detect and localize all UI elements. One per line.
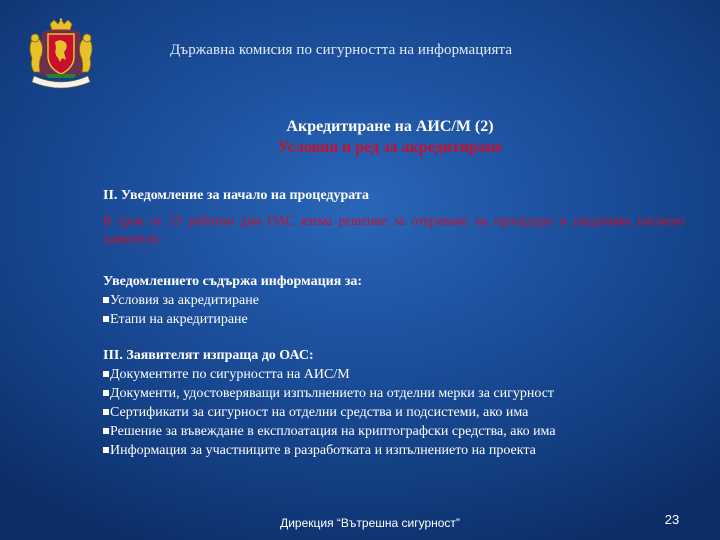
list-item: Информация за участниците в разработката и изпълнението на проекта	[103, 441, 703, 460]
slide-subtitle: Условия и ред за акредитиране	[277, 139, 503, 156]
list-item: Документите по сигурността на АИС/М	[103, 365, 703, 384]
notification-heading: Уведомлението съдържа информация за:	[103, 274, 363, 289]
notification-list	[103, 291, 703, 329]
list-item: Сертификати за сигурност на отделни средства и подсистеми, ако има	[103, 403, 703, 422]
square-bullet-icon	[103, 297, 109, 303]
list-item: Документи, удостоверяващи изпълнението на отделни мерки за сигурност	[103, 384, 703, 403]
square-bullet-icon	[103, 428, 109, 434]
square-bullet-icon	[103, 390, 109, 396]
list-item: Условия за акредитиране	[103, 291, 703, 310]
list-item: Етапи на акредитиране	[103, 310, 703, 329]
section3-heading: III. Заявителят изпраща до ОАС:	[103, 348, 314, 363]
page-number: 23	[664, 512, 680, 527]
coat-of-arms-icon	[20, 18, 102, 92]
square-bullet-icon	[103, 409, 109, 415]
slide-title: Акредитиране на АИС/М (2)	[286, 118, 494, 135]
square-bullet-icon	[103, 447, 109, 453]
footer-department: Дирекция “Вътрешна сигурност”	[280, 516, 460, 530]
square-bullet-icon	[103, 371, 109, 377]
square-bullet-icon	[103, 316, 109, 322]
section2-heading: II. Уведомление за начало на процедурата	[103, 188, 369, 203]
organization-title: Държавна комисия по сигурността на информацията	[170, 42, 513, 58]
applicant-documents-list	[103, 365, 703, 460]
list-item: Решение за въвеждане в експлоатация на криптографски средства, ако има	[103, 422, 703, 441]
section2-text: В срок от 15 работни дни ОАС взема решение за откриване на процедура и уведомява писмено заявителя.	[103, 213, 685, 246]
